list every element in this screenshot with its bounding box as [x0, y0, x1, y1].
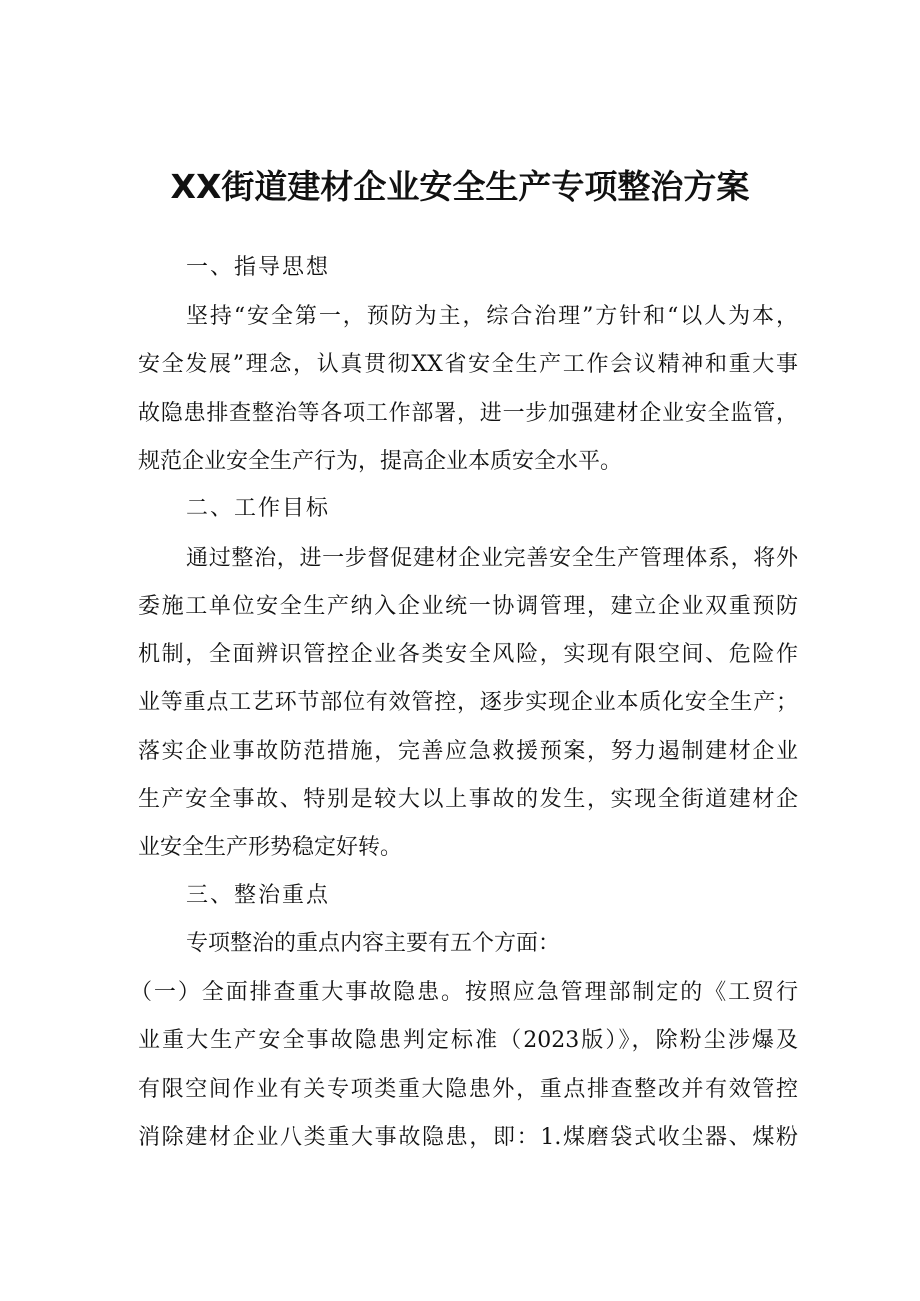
paragraph-line: 机制，全面辨识管控企业各类安全风险，实现有限空间、危险作 [138, 642, 798, 667]
paragraph-line: 有限空间作业有关专项类重大隐患外，重点排查整改并有效管控 [138, 1077, 798, 1102]
document-title: XX街道建材企业安全生产专项整治方案 [170, 167, 750, 206]
paragraph-line: 专项整治的重点内容主要有五个方面： [186, 931, 561, 956]
paragraph-line: 坚持“安全第一，预防为主，综合治理”方针和“以人为本， [186, 304, 798, 329]
paragraph-line: 消除建材企业八类重大事故隐患，即：1.煤磨袋式收尘器、煤粉 [138, 1125, 798, 1150]
section-heading-work-goals: 二、工作目标 [186, 496, 331, 521]
section-heading-key-points: 三、整治重点 [186, 883, 331, 908]
paragraph-line: 故隐患排查整治等各项工作部署，进一步加强建材企业安全监管， [138, 401, 798, 426]
paragraph-line: （一）全面排查重大事故隐患。按照应急管理部制定的《工贸行 [130, 980, 798, 1005]
paragraph-line: 通过整治，进一步督促建材企业完善安全生产管理体系，将外 [186, 546, 798, 571]
paragraph-line: 生产安全事故、特别是较大以上事故的发生，实现全街道建材企 [138, 787, 798, 812]
paragraph-line: 规范企业安全生产行为，提高企业本质安全水平。 [138, 449, 623, 474]
section-heading-guiding-ideology: 一、指导思想 [186, 255, 331, 280]
paragraph-line: 落实企业事故防范措施，完善应急救援预案，努力遏制建材企业 [138, 739, 798, 764]
paragraph-line: 业安全生产形势稳定好转。 [138, 835, 403, 860]
paragraph-line: 业重大生产安全事故隐患判定标准（2023版）》，除粉尘涉爆及 [138, 1028, 798, 1053]
paragraph-line: 安全发展”理念，认真贯彻XX省安全生产工作会议精神和重大事 [138, 352, 798, 377]
paragraph-line: 业等重点工艺环节部位有效管控，逐步实现企业本质化安全生产； [138, 690, 798, 715]
paragraph-line: 委施工单位安全生产纳入企业统一协调管理，建立企业双重预防 [138, 594, 798, 619]
